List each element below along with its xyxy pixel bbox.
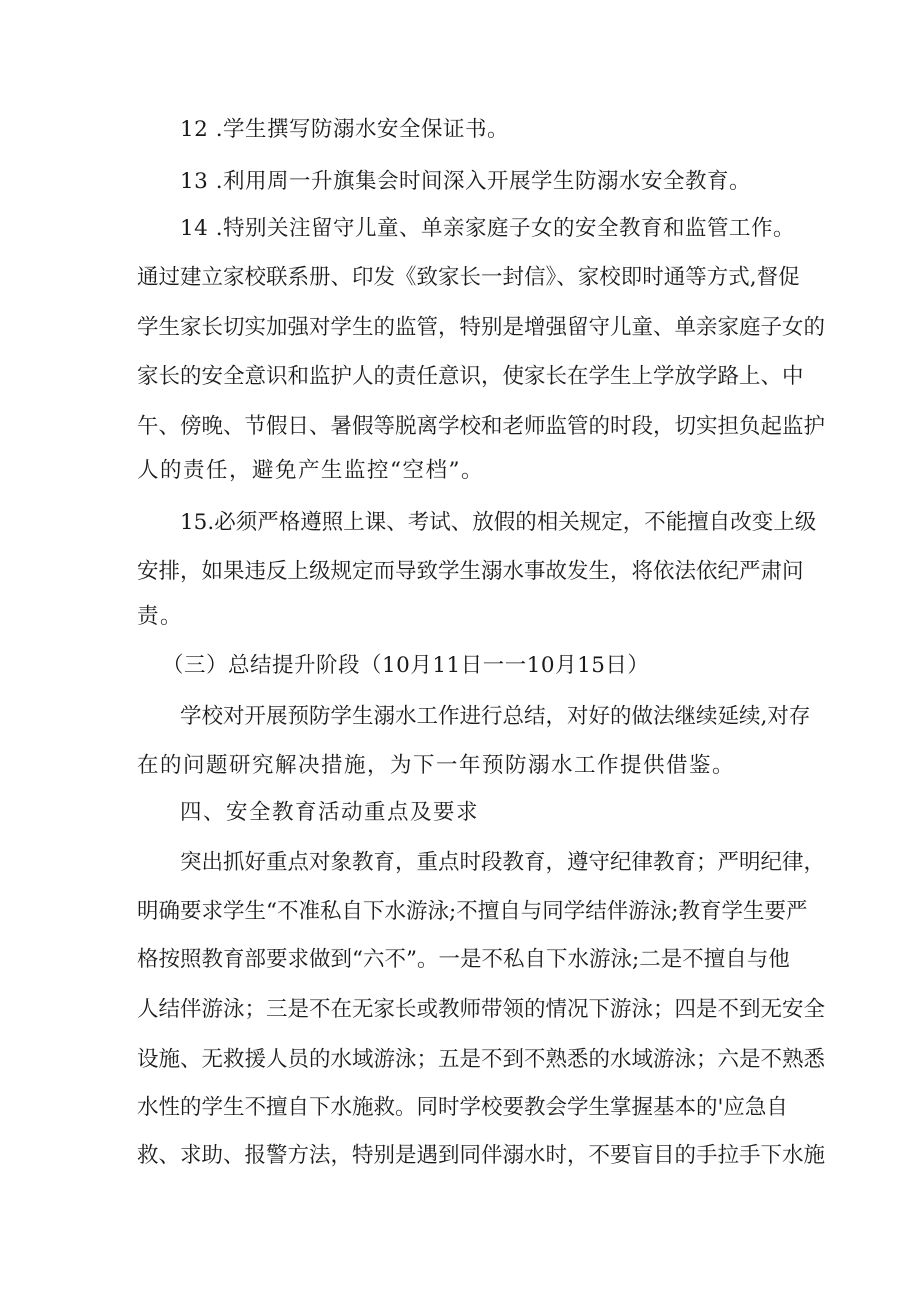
paragraph-line: 人的责任，避免产生监控“空档”。 <box>137 458 484 483</box>
section-heading: （三）总结提升阶段（10月11日一一10月15日） <box>162 653 650 678</box>
item-13: 13 .利用周一升旗集会时间深入开展学生防溺水安全教育。 <box>180 169 752 194</box>
paragraph-line: 午、傍晚、节假日、暑假等脱离学校和老师监管的时段，切实担负起监护 <box>137 414 826 439</box>
paragraph-line: 通过建立家校联系册、印发《致家长一封信》、家校即时通等方式,督促 <box>137 265 800 290</box>
paragraph-line: 家长的安全意识和监护人的责任意识，使家长在学生上学放学路上、中 <box>137 364 804 389</box>
item-14: 14 .特别关注留守儿童、单亲家庭子女的安全教育和监管工作。 <box>180 216 796 241</box>
paragraph-line: 学生家长切实加强对学生的监管，特别是增强留守儿童、单亲家庭子女的 <box>137 315 826 340</box>
paragraph-line: 格按照教育部要求做到“六不”。一是不私自下水游泳;二是不擅自与他 <box>137 947 790 972</box>
paragraph-line: 安排，如果违反上级规定而导致学生溺水事故发生，将依法依纪严肃问 <box>137 559 804 584</box>
paragraph-line: 学校对开展预防学生溺水工作进行总结，对好的做法继续延续,对存 <box>180 704 811 729</box>
item-15: 15.必须严格遵照上课、考试、放假的相关规定，不能擅自改变上级 <box>180 510 817 535</box>
section-heading: 四、安全教育活动重点及要求 <box>180 800 480 825</box>
paragraph-line: 突出抓好重点对象教育，重点时段教育，遵守纪律教育；严明纪律， <box>180 850 826 875</box>
paragraph-line: 人结伴游泳；三是不在无家长或教师带领的情况下游泳；四是不到无安全 <box>137 997 826 1022</box>
paragraph-line: 救、求助、报警方法，特别是遇到同伴溺水时，不要盲目的手拉手下水施 <box>137 1143 826 1168</box>
paragraph-line: 在的问题研究解决措施，为下一年预防溺水工作提供借鉴。 <box>137 753 736 778</box>
paragraph-line: 水性的学生不擅自下水施救。同时学校要教会学生掌握基本的'应急自 <box>137 1095 788 1120</box>
item-12: 12 .学生撰写防溺水安全保证书。 <box>180 117 510 142</box>
paragraph-line: 责。 <box>137 604 184 629</box>
paragraph-line: 设施、无救援人员的水域游泳；五是不到不熟悉的水域游泳；六是不熟悉 <box>137 1047 826 1072</box>
paragraph-line: 明确要求学生“不准私自下水游泳;不擅自与同学结伴游泳;教育学生要严 <box>137 899 808 924</box>
